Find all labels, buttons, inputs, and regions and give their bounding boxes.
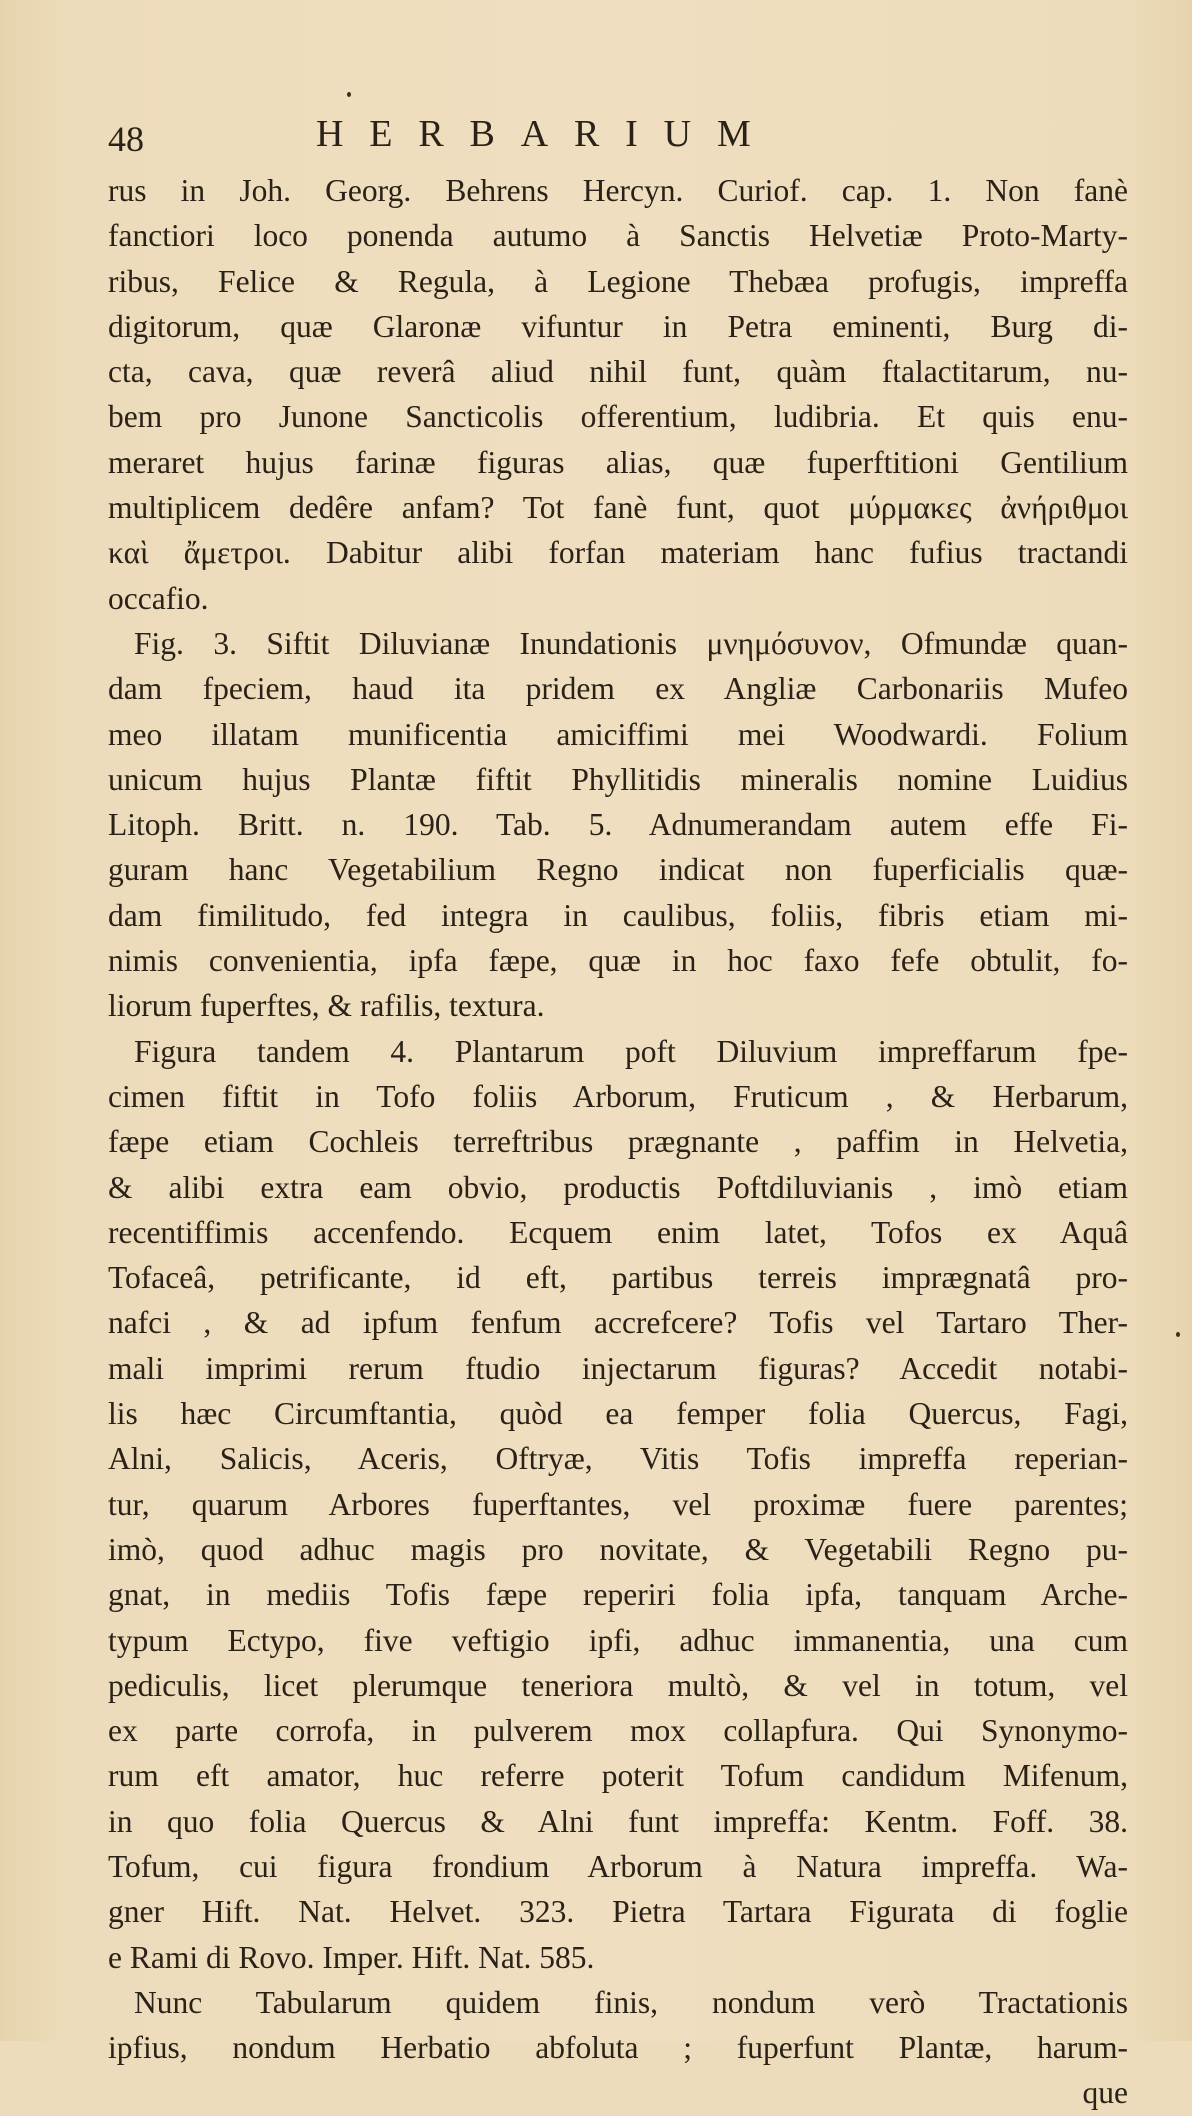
page-header xyxy=(108,112,1118,160)
text-line: & alibi extra eam obvio, productis Poftdiluvianis , imò etiam xyxy=(108,1169,1128,1205)
text-line: meo illatam munificentia amiciffimi mei Woodwardi. Folium xyxy=(108,716,1128,752)
body-text xyxy=(108,168,1128,2116)
text-line: multiplicem dedêre anfam? Tot fanè funt, quot μύρμακες ἀνήριθμοι xyxy=(108,490,1128,526)
text-line: Litoph. Britt. n. 190. Tab. 5. Adnumerandam autem effe Fi- xyxy=(108,807,1128,843)
running-title: HERBARIUM xyxy=(316,113,777,155)
text-line: tur, quarum Arbores fuperftantes, vel proximæ fuere parentes; xyxy=(108,1486,1128,1522)
text-line: meraret hujus farinæ figuras alias, quæ fuperftitioni Gentilium xyxy=(108,444,1128,480)
text-line: cimen fiftit in Tofo foliis Arborum, Fruticum , & Herbarum, xyxy=(108,1078,1128,1114)
text-line: typum Ectypo, five veftigio ipfi, adhuc immanentia, una cum xyxy=(108,1622,1128,1658)
text-line: Alni, Salicis, Aceris, Oftryæ, Vitis Tofis impreffa reperian- xyxy=(108,1441,1128,1477)
text-line: ex parte corrofa, in pulverem mox collapfura. Qui Synonymo- xyxy=(108,1713,1128,1749)
text-line: ribus, Felice & Regula, à Legione Thebæa profugis, impreffa xyxy=(108,263,1128,299)
text-line: que xyxy=(1082,2075,1128,2111)
text-line: Tofaceâ, petrificante, id eft, partibus terreis imprægnatâ pro- xyxy=(108,1260,1128,1296)
text-line: fæpe etiam Cochleis terreftribus prægnante , paffim in Helvetia, xyxy=(108,1124,1128,1160)
text-line: fanctiori loco ponenda autumo à Sanctis Helvetiæ Proto-Marty- xyxy=(108,218,1128,254)
text-line: liorum fuperftes, & rafilis, textura. xyxy=(108,988,545,1024)
text-line: gner Hift. Nat. Helvet. 323. Pietra Tartara Figurata di foglie xyxy=(108,1894,1128,1930)
print-speck xyxy=(1176,1332,1180,1337)
text-line: ipfius, nondum Herbatio abfoluta ; fuperfunt Plantæ, harum- xyxy=(108,2030,1128,2066)
text-line: rus in Joh. Georg. Behrens Hercyn. Curiof. cap. 1. Non fanè xyxy=(108,173,1128,208)
text-line: unicum hujus Plantæ fiftit Phyllitidis mineralis nomine Luidius xyxy=(108,761,1128,797)
text-line: digitorum, quæ Glaronæ vifuntur in Petra eminenti, Burg di- xyxy=(108,308,1128,344)
text-line: e Rami di Rovo. Imper. Hift. Nat. 585. xyxy=(108,1939,595,1975)
text-line: mali imprimi rerum ftudio injectarum figuras? Accedit notabi- xyxy=(108,1350,1128,1386)
text-line: cta, cava, quæ reverâ aliud nihil funt, quàm ftalactitarum, nu- xyxy=(108,354,1128,390)
text-line: Fig. 3. Siftit Diluvianæ Inundationis μνημόσυνον, Ofmundæ quan- xyxy=(134,625,1128,661)
print-speck xyxy=(347,92,351,97)
text-line: Tofum, cui figura frondium Arborum à Natura impreffa. Wa- xyxy=(108,1848,1128,1884)
text-line: occafio. xyxy=(108,580,209,616)
text-line: dam fimilitudo, fed integra in caulibus, foliis, fibris etiam mi- xyxy=(108,897,1128,933)
text-line: nafci , & ad ipfum fenfum accrefcere? Tofis vel Tartaro Ther- xyxy=(108,1305,1128,1341)
text-line: in quo folia Quercus & Alni funt impreffa: Kentm. Foff. 38. xyxy=(108,1803,1128,1839)
text-line: Figura tandem 4. Plantarum poft Diluvium impreffarum fpe- xyxy=(134,1033,1128,1069)
text-line: imò, quod adhuc magis pro novitate, & Vegetabili Regno pu- xyxy=(108,1531,1128,1567)
text-line: gnat, in mediis Tofis fæpe reperiri folia ipfa, tanquam Arche- xyxy=(108,1577,1128,1613)
text-line: Nunc Tabularum quidem finis, nondum verò Tractationis xyxy=(134,1984,1128,2020)
text-line: rum eft amator, huc referre poterit Tofum candidum Mifenum, xyxy=(108,1758,1128,1794)
text-line: lis hæc Circumftantia, quòd ea femper folia Quercus, Fagi, xyxy=(108,1396,1128,1432)
text-line: guram hanc Vegetabilium Regno indicat non fuperficialis quæ- xyxy=(108,852,1128,888)
text-line: dam fpeciem, haud ita pridem ex Angliæ Carbonariis Mufeo xyxy=(108,671,1128,707)
text-line: recentiffimis accenfendo. Ecquem enim latet, Tofos ex Aquâ xyxy=(108,1214,1128,1250)
text-line: καὶ ἄμετροι. Dabitur alibi forfan materiam hanc fufius tractandi xyxy=(108,535,1128,571)
page-number: 48 xyxy=(108,119,144,159)
text-line: pediculis, licet plerumque teneriora multò, & vel in totum, vel xyxy=(108,1667,1128,1703)
text-line: nimis convenientia, ipfa fæpe, quæ in hoc faxo fefe obtulit, fo- xyxy=(108,943,1128,979)
text-line: bem pro Junone Sancticolis offerentium, ludibria. Et quis enu- xyxy=(108,399,1128,435)
